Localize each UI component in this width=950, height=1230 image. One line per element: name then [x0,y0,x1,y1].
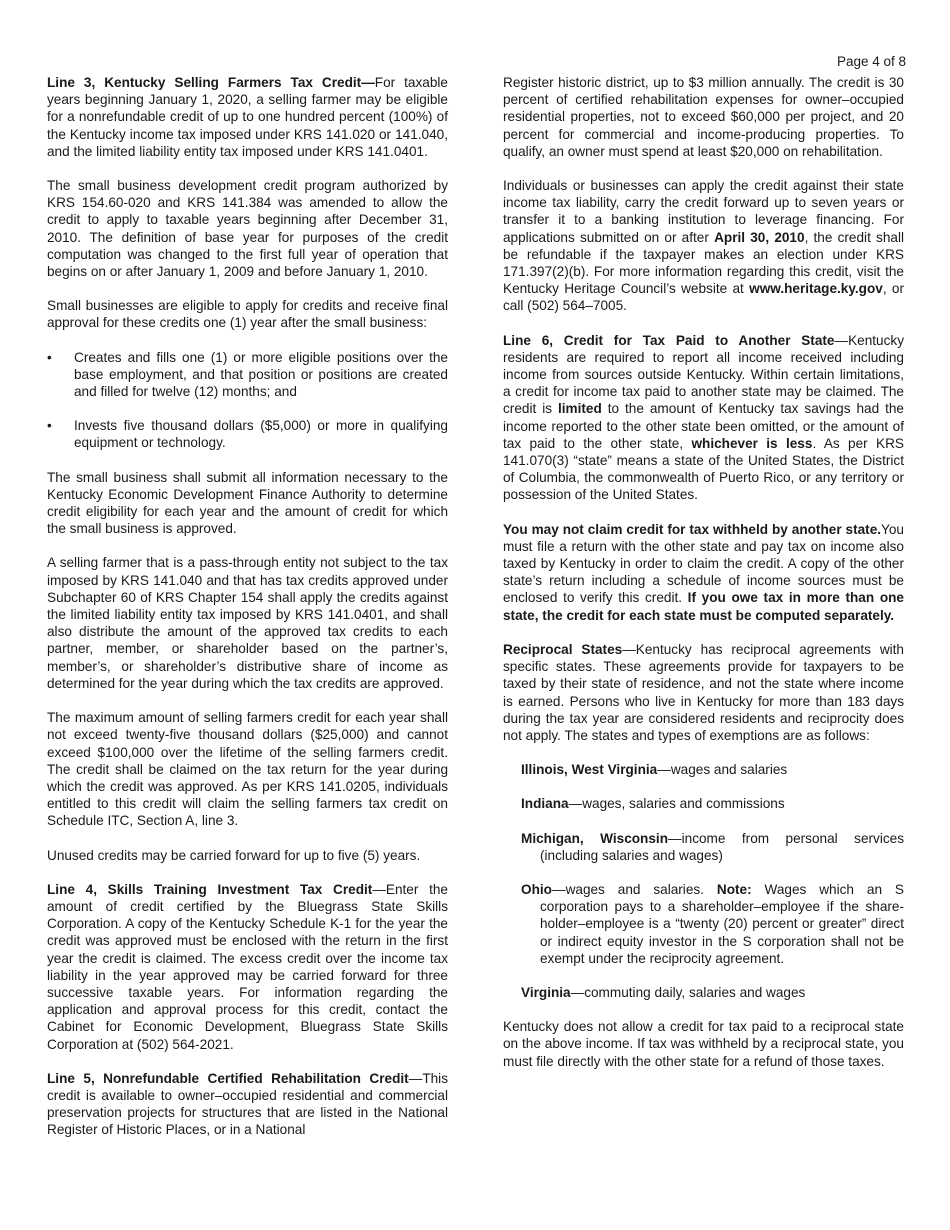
line4-paragraph [47,881,448,1053]
heritage-website: www.heritage.ky.gov [749,281,883,297]
state-name: Illinois, West Virginia [521,762,658,778]
withheld-warning: If you owe tax in more than one state, the credit for each state must be computed separately. [503,590,904,623]
unused-paragraph: Unused credits may be carried forward for up to five (5) years. [47,847,421,863]
individuals-text: Individuals or businesses can apply the credit against their state income tax liability, carry the credit forward up to seven years or transfer it to a banking institution to leverage financing. For applications submitted on or after [503,178,904,245]
limited-emphasis: limited [557,401,602,417]
individuals-paragraph [503,177,904,315]
list-item [521,795,904,812]
withheld-paragraph [503,521,904,624]
eligible-paragraph: Small businesses are eligible to apply for credits and receive final approval for these credits one (1) year after the small business: [47,298,448,331]
line5-text: —This credit is available to owner–occupied residential and commercial preservation projects for structures that are listed in the National Register of Historic Places, or in a National [47,1070,448,1138]
state-name: Indiana [521,796,569,812]
state-exemption: —wages and salaries. [551,881,717,897]
line3-heading: Line 3, Kentucky Selling Farmers Tax Credit— [47,75,375,90]
individuals-text: , the credit shall be refundable if the taxpayer makes an election under KRS 171.397(2)(b). For more information regarding this credit, visit the Kentucky Heritage Council’s website at [503,229,904,297]
reciprocal-heading: Reciprocal States [503,641,623,657]
reciprocal-states-list [521,761,904,1001]
line4-heading: Line 4, Skills Training Investment Tax Credit [47,881,373,897]
line6-text: —Kentucky residents are required to report all income received including income from sources outside Kentucky. Within certain limitations, a credit for income tax paid to another state may be claimed. The credit is [503,332,904,417]
final-paragraph: Kentucky does not allow a credit for tax paid to a reciprocal state on the above income. If tax was withheld by a reciprocal state, you must file directly with the other state for a refund of those taxes. [503,1019,904,1069]
list-item [521,830,904,864]
line4-text: —Enter the amount of credit certified by the Bluegrass State Skills Corporation. A copy of the Kentucky Schedule K-1 for the year the credit was approved must be enclosed with the return in the first year the credit is claimed. The excess credit over the income tax liability in the year approved may be carried forward for three successive taxable years. For information regarding the application and approval process for this credit, contact the Cabinet for Economic Development, Bluegrass State Skills Corporation at (502) 564-2021. [47,881,448,1052]
list-item [521,761,904,778]
note-text: Wages which an S corporation pays to a shareholder–employee if the share-holder–employee is a “twenty (20) percent or greater” direct or indirect equity investor in the S corporation shall not be exempt under the reciprocity agreement. [540,881,904,966]
line5-continued-paragraph: Register historic district, up to $3 million annually. The credit is 30 percent of certified rehabilitation expenses for owner–occupied residential properties, not to exceed $60,000 per project, and 20 percent for commercial and income-producing properties. To qualify, an owner must spend at least $20,000 on rehabilitation. [503,75,904,159]
state-exemption: —income from personal services (including salaries and wages) [540,830,904,863]
passthrough-paragraph: A selling farmer that is a pass-through entity not subject to the tax imposed by KRS 141.040 and that has tax credits approved under Subchapter 60 of KRS Chapter 154 shall apply the credits against the limited liability entity tax imposed by KRS 141.0401, and shall also distribute the amount of the approved tax credits to each partner, member, or shareholder based on the partner’s, member’s, or shareholder’s distributive share of income as determined for the year during which the tax credits are approved. [47,555,448,691]
line3-paragraph [47,74,448,160]
whichever-emphasis: whichever is less [691,435,813,451]
state-exemption: —wages and salaries [657,762,788,778]
list-item [521,984,904,1001]
page-number: Page 4 of 8 [836,54,906,69]
line5-heading: Line 5, Nonrefundable Certified Rehabilitation Credit [47,1070,409,1086]
april-date: April 30, 2010 [714,229,805,245]
withheld-text: You must file a return with the other state and pay tax on income also taxed by Kentucky in order to claim the credit. A copy of the other state’s return including a schedule of income sources must be enclosed to verify this credit. [503,521,904,606]
state-name: Virginia [521,984,571,1000]
line6-text: . As per KRS 141.070(3) “state” means a state of the United States, the District of Columbia, the commonwealth of Puerto Rico, or any territory or possession of the United States. [503,435,904,503]
line6-text: to the amount of Kentucky tax savings had the income reported to the other state been omitted, or the amount of tax paid to the other state, [503,401,904,451]
individuals-text: , or call (502) 564–7005. [503,281,905,314]
state-name: Michigan, Wisconsin [521,830,669,846]
small-business-paragraph: The small business development credit program authorized by KRS 154.60-020 and KRS 141.384 was amended to allow the credit to apply to taxable years beginning after December 31, 2010. The definition of base year for purposes of the credit computation was changed to the first full year of operation that begins on or after January 1, 2009 and before January 1, 2010. [47,178,448,280]
line3-text: For taxable years beginning January 1, 2020, a selling farmer may be eligible for a nonrefundable credit of up to one hundred percent (100%) of the Kentucky income tax imposed under KRS 141.020 or 141.040, and the limited liability entity tax imposed under KRS 141.0401. [47,75,448,159]
eligibility-list [47,349,448,452]
reciprocal-paragraph [503,641,904,744]
list-item: • Invests five thousand dollars ($5,000) or more in qualifying equipment or technology. [47,417,448,451]
right-column [503,74,904,1087]
maximum-paragraph: The maximum amount of selling farmers credit for each year shall not exceed twenty-five thousand dollars ($25,000) and cannot exceed $100,000 over the lifetime of the selling farmers credit. The credit shall be claimed on the tax return for the year during which the credit was approved. As per KRS 141.0205, individuals entitled to this credit will claim the selling farmers tax credit on Schedule ITC, Section A, line 3. [47,710,448,829]
line6-paragraph [503,332,904,504]
submit-paragraph: The small business shall submit all information necessary to the Kentucky Economic Development Finance Authority to determine credit eligibility for each year and the amount of credit for which the small business is approved. [47,469,448,537]
list-item [521,881,904,967]
state-exemption: —wages, salaries and commissions [568,796,785,812]
list-item: • Creates and fills one (1) or more eligible positions over the base employment, and that position or positions are created and filled for twelve (12) months; and [47,349,448,401]
reciprocal-text: —Kentucky has reciprocal agreements with specific states. These agreements provide for taxpayers to be taxed by their state of residence, and not the state where income is earned. Persons who live in Kentucky for more than 183 days during the tax year are considered residents and reciprocity does not apply. The states and types of exemptions are as follows: [503,641,904,743]
note-label: Note: [716,881,752,897]
line6-heading: Line 6, Credit for Tax Paid to Another State [503,332,835,348]
left-column [47,74,448,1156]
line5-paragraph [47,1070,448,1139]
withheld-heading: You may not claim credit for tax withheld by another state. [503,521,882,537]
state-name: Ohio [521,881,552,897]
state-exemption: —commuting daily, salaries and wages [570,984,806,1000]
